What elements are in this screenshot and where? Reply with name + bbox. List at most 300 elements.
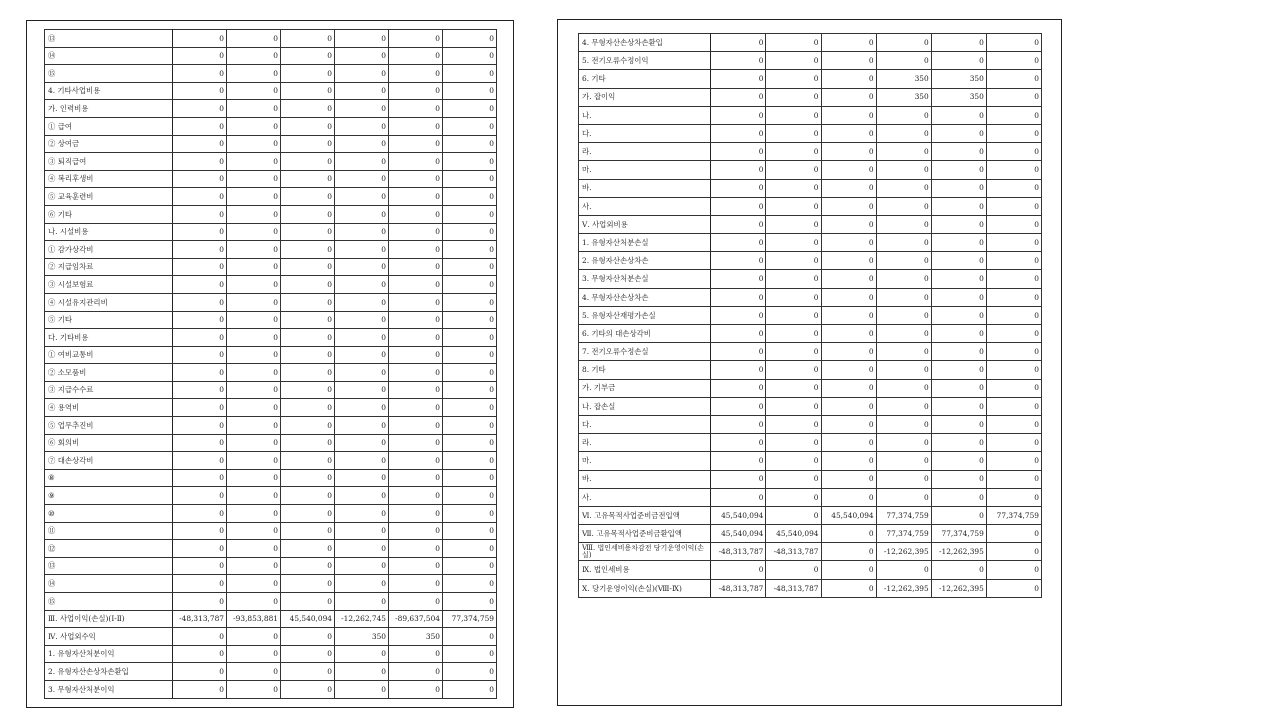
amount-cell: 0 [227, 628, 281, 646]
amount-cell: 350 [335, 628, 389, 646]
amount-cell: 0 [173, 364, 227, 382]
amount-cell: 45,540,094 [711, 525, 766, 543]
amount-cell: 0 [443, 399, 497, 417]
amount-cell: 0 [281, 575, 335, 593]
amount-cell: 77,374,759 [986, 506, 1041, 524]
amount-cell: 0 [711, 488, 766, 506]
amount-cell: 0 [821, 179, 876, 197]
amount-cell: 0 [389, 505, 443, 523]
row-label: 5. 유형자산재평가손실 [579, 306, 711, 324]
amount-cell: 0 [227, 47, 281, 65]
amount-cell: 0 [766, 161, 821, 179]
table-row [45, 170, 497, 188]
amount-cell: 0 [281, 188, 335, 206]
amount-cell: 0 [876, 361, 931, 379]
amount-cell: 0 [227, 293, 281, 311]
amount-cell: 0 [986, 343, 1041, 361]
amount-cell: 0 [931, 252, 986, 270]
table-row [45, 117, 497, 135]
amount-cell: 0 [227, 540, 281, 558]
amount-cell: 0 [443, 65, 497, 83]
amount-cell: 0 [931, 561, 986, 579]
table-row [45, 346, 497, 364]
amount-cell: 0 [766, 306, 821, 324]
row-label: ⑮ [45, 593, 173, 611]
amount-cell: 0 [931, 288, 986, 306]
amount-cell: 0 [443, 469, 497, 487]
row-label: ④ 복리후생비 [45, 170, 173, 188]
amount-cell: 0 [227, 346, 281, 364]
amount-cell: 0 [986, 70, 1041, 88]
amount-cell: 0 [443, 170, 497, 188]
amount-cell: 0 [173, 522, 227, 540]
right-table-body [579, 34, 1042, 598]
table-row [45, 205, 497, 223]
amount-cell: 0 [821, 525, 876, 543]
table-row [579, 470, 1042, 488]
amount-cell: 0 [766, 361, 821, 379]
table-row [45, 65, 497, 83]
amount-cell: 0 [389, 188, 443, 206]
amount-cell: 0 [821, 397, 876, 415]
amount-cell: 0 [931, 179, 986, 197]
amount-cell: -48,313,787 [173, 610, 227, 628]
amount-cell: 45,540,094 [821, 506, 876, 524]
left-financial-table [44, 29, 497, 699]
amount-cell: 0 [173, 593, 227, 611]
amount-cell: 0 [931, 234, 986, 252]
amount-cell: 0 [389, 452, 443, 470]
amount-cell: 0 [227, 575, 281, 593]
amount-cell: 0 [443, 381, 497, 399]
amount-cell: 0 [986, 579, 1041, 597]
table-row [45, 82, 497, 100]
amount-cell: 0 [876, 452, 931, 470]
amount-cell: -93,853,881 [227, 610, 281, 628]
amount-cell: 0 [173, 258, 227, 276]
amount-cell: 0 [227, 469, 281, 487]
amount-cell: 0 [443, 417, 497, 435]
table-row [579, 52, 1042, 70]
amount-cell: 0 [335, 258, 389, 276]
amount-cell: 0 [389, 311, 443, 329]
amount-cell: 77,374,759 [931, 525, 986, 543]
amount-cell: 0 [711, 452, 766, 470]
amount-cell: 0 [389, 47, 443, 65]
amount-cell: 0 [227, 434, 281, 452]
row-label: Ⅹ. 당기운영이익(손실)(Ⅷ-Ⅸ) [579, 579, 711, 597]
amount-cell: 0 [711, 215, 766, 233]
amount-cell: 0 [389, 65, 443, 83]
amount-cell: 0 [227, 65, 281, 83]
table-row [45, 434, 497, 452]
amount-cell: 0 [443, 47, 497, 65]
amount-cell: 0 [443, 241, 497, 259]
amount-cell: 0 [227, 241, 281, 259]
amount-cell: 0 [821, 470, 876, 488]
table-row [579, 88, 1042, 106]
amount-cell: 0 [281, 329, 335, 347]
row-label: ⑧ [45, 469, 173, 487]
amount-cell: 0 [281, 205, 335, 223]
amount-cell: 0 [986, 34, 1041, 52]
amount-cell: -48,313,787 [711, 579, 766, 597]
amount-cell: 0 [227, 258, 281, 276]
amount-cell: 0 [389, 117, 443, 135]
amount-cell: 0 [711, 470, 766, 488]
amount-cell: 0 [931, 197, 986, 215]
amount-cell: 0 [986, 488, 1041, 506]
amount-cell: 0 [821, 343, 876, 361]
row-label: 라. [579, 143, 711, 161]
amount-cell: 0 [335, 540, 389, 558]
amount-cell: 0 [986, 106, 1041, 124]
amount-cell: 0 [821, 161, 876, 179]
amount-cell: 0 [227, 82, 281, 100]
amount-cell: 0 [711, 325, 766, 343]
amount-cell: 0 [876, 34, 931, 52]
amount-cell: 0 [876, 488, 931, 506]
amount-cell: 45,540,094 [281, 610, 335, 628]
amount-cell: 0 [281, 47, 335, 65]
amount-cell: 0 [281, 100, 335, 118]
amount-cell: 0 [876, 470, 931, 488]
amount-cell: 0 [173, 381, 227, 399]
amount-cell: 0 [711, 561, 766, 579]
amount-cell: 350 [931, 70, 986, 88]
amount-cell: 45,540,094 [766, 525, 821, 543]
amount-cell: 0 [335, 381, 389, 399]
amount-cell: 0 [766, 143, 821, 161]
row-label: 가. 인력비용 [45, 100, 173, 118]
row-label: ⑤ 기타 [45, 311, 173, 329]
row-label: 6. 기타의 대손상각비 [579, 325, 711, 343]
table-row [45, 293, 497, 311]
amount-cell: 0 [227, 505, 281, 523]
amount-cell: 0 [173, 346, 227, 364]
amount-cell: 0 [335, 82, 389, 100]
amount-cell: 0 [173, 241, 227, 259]
amount-cell: 0 [227, 452, 281, 470]
amount-cell: 0 [986, 52, 1041, 70]
row-label: 사. [579, 488, 711, 506]
amount-cell: 77,374,759 [443, 610, 497, 628]
amount-cell: 0 [821, 325, 876, 343]
amount-cell: 0 [986, 288, 1041, 306]
amount-cell: 0 [821, 561, 876, 579]
amount-cell: 350 [876, 88, 931, 106]
amount-cell: 0 [711, 397, 766, 415]
amount-cell: 0 [389, 540, 443, 558]
row-label: 나. 시설비용 [45, 223, 173, 241]
amount-cell: 0 [227, 329, 281, 347]
amount-cell: 0 [227, 276, 281, 294]
amount-cell: 0 [821, 379, 876, 397]
amount-cell: -48,313,787 [766, 579, 821, 597]
amount-cell: 0 [173, 311, 227, 329]
amount-cell: 0 [443, 311, 497, 329]
amount-cell: 0 [389, 329, 443, 347]
amount-cell: 0 [281, 628, 335, 646]
left-table-body [45, 30, 497, 699]
row-label: 7. 전기오류수정손실 [579, 343, 711, 361]
amount-cell: 0 [173, 153, 227, 171]
row-label: ② 지급임차료 [45, 258, 173, 276]
amount-cell: 0 [389, 399, 443, 417]
amount-cell: 0 [335, 399, 389, 417]
amount-cell: 0 [711, 306, 766, 324]
amount-cell: 0 [876, 252, 931, 270]
amount-cell: 0 [876, 143, 931, 161]
amount-cell: 0 [986, 143, 1041, 161]
amount-cell: 0 [281, 135, 335, 153]
table-row [45, 153, 497, 171]
amount-cell: 0 [173, 47, 227, 65]
amount-cell: 0 [711, 361, 766, 379]
amount-cell: 0 [876, 561, 931, 579]
table-row [579, 434, 1042, 452]
amount-cell: 0 [931, 52, 986, 70]
amount-cell: 0 [173, 487, 227, 505]
row-label: ⑭ [45, 575, 173, 593]
amount-cell: 0 [335, 417, 389, 435]
row-label: 라. [579, 434, 711, 452]
table-row [579, 488, 1042, 506]
row-label: 4. 무형자산손상차손 [579, 288, 711, 306]
amount-cell: 0 [876, 343, 931, 361]
amount-cell: 0 [173, 417, 227, 435]
amount-cell: 0 [173, 188, 227, 206]
amount-cell: 0 [443, 135, 497, 153]
row-label: ⑮ [45, 65, 173, 83]
table-row [45, 417, 497, 435]
amount-cell: 0 [931, 397, 986, 415]
amount-cell: 0 [821, 124, 876, 142]
row-label: ⑨ [45, 487, 173, 505]
amount-cell: 0 [389, 381, 443, 399]
amount-cell: 0 [986, 88, 1041, 106]
row-label: Ⅶ. 고유목적사업준비금환입액 [579, 525, 711, 543]
row-label: ⑦ 대손상각비 [45, 452, 173, 470]
amount-cell: 0 [227, 135, 281, 153]
amount-cell: 0 [986, 215, 1041, 233]
amount-cell: 0 [227, 100, 281, 118]
amount-cell: -48,313,787 [766, 543, 821, 561]
amount-cell: 0 [281, 593, 335, 611]
table-row [579, 161, 1042, 179]
table-row [45, 593, 497, 611]
row-label: 마. [579, 452, 711, 470]
amount-cell: 0 [389, 153, 443, 171]
amount-cell: 0 [876, 306, 931, 324]
amount-cell: 0 [931, 143, 986, 161]
amount-cell: 0 [227, 311, 281, 329]
amount-cell: 0 [986, 525, 1041, 543]
table-row [579, 143, 1042, 161]
amount-cell: 0 [986, 415, 1041, 433]
amount-cell: 0 [876, 434, 931, 452]
amount-cell: 0 [931, 361, 986, 379]
amount-cell: 0 [766, 488, 821, 506]
row-label: ③ 지급수수료 [45, 381, 173, 399]
amount-cell: 0 [335, 487, 389, 505]
amount-cell: 0 [876, 415, 931, 433]
row-label: ⑭ [45, 47, 173, 65]
amount-cell: 0 [281, 381, 335, 399]
amount-cell: 0 [766, 52, 821, 70]
amount-cell: 0 [281, 505, 335, 523]
amount-cell: 0 [335, 329, 389, 347]
amount-cell: 0 [227, 522, 281, 540]
amount-cell: 0 [389, 364, 443, 382]
amount-cell: 0 [227, 399, 281, 417]
amount-cell: 0 [443, 645, 497, 663]
row-label: 2. 유형자산손상차손 [579, 252, 711, 270]
amount-cell: 0 [281, 417, 335, 435]
amount-cell: 0 [711, 106, 766, 124]
row-label: Ⅴ. 사업외비용 [579, 215, 711, 233]
amount-cell: 0 [711, 415, 766, 433]
amount-cell: 0 [766, 379, 821, 397]
row-label: ⑤ 교육훈련비 [45, 188, 173, 206]
amount-cell: 0 [227, 557, 281, 575]
amount-cell: 0 [821, 415, 876, 433]
amount-cell: 0 [443, 346, 497, 364]
amount-cell: 0 [931, 506, 986, 524]
amount-cell: 0 [711, 143, 766, 161]
table-row [579, 270, 1042, 288]
amount-cell: 0 [986, 397, 1041, 415]
amount-cell: 0 [173, 452, 227, 470]
amount-cell: 0 [389, 417, 443, 435]
row-label: ④ 시설유지관리비 [45, 293, 173, 311]
amount-cell: 0 [335, 522, 389, 540]
amount-cell: 0 [821, 543, 876, 561]
amount-cell: 0 [986, 179, 1041, 197]
amount-cell: 0 [389, 100, 443, 118]
amount-cell: 0 [876, 197, 931, 215]
amount-cell: 0 [443, 117, 497, 135]
amount-cell: 0 [986, 361, 1041, 379]
amount-cell: 0 [389, 557, 443, 575]
amount-cell: 0 [173, 329, 227, 347]
amount-cell: 0 [986, 325, 1041, 343]
amount-cell: 0 [821, 452, 876, 470]
amount-cell: 0 [227, 593, 281, 611]
amount-cell: 0 [227, 645, 281, 663]
amount-cell: 0 [766, 343, 821, 361]
amount-cell: 0 [227, 188, 281, 206]
amount-cell: 0 [986, 543, 1041, 561]
amount-cell: 0 [389, 575, 443, 593]
amount-cell: 0 [443, 680, 497, 698]
amount-cell: 77,374,759 [876, 506, 931, 524]
amount-cell: 0 [766, 434, 821, 452]
amount-cell: 0 [443, 82, 497, 100]
amount-cell: 0 [443, 575, 497, 593]
row-label: 사. [579, 197, 711, 215]
table-row [45, 364, 497, 382]
row-label: Ⅲ. 사업이익(손실)(Ⅰ-Ⅱ) [45, 610, 173, 628]
amount-cell: 0 [173, 30, 227, 48]
amount-cell: 0 [766, 88, 821, 106]
amount-cell: 0 [281, 680, 335, 698]
amount-cell: 0 [876, 124, 931, 142]
table-row [579, 179, 1042, 197]
amount-cell: 0 [443, 100, 497, 118]
amount-cell: 0 [443, 276, 497, 294]
amount-cell: 0 [986, 379, 1041, 397]
table-row [579, 579, 1042, 597]
amount-cell: 0 [281, 540, 335, 558]
amount-cell: 0 [876, 325, 931, 343]
amount-cell: 0 [876, 215, 931, 233]
amount-cell: 0 [281, 241, 335, 259]
amount-cell: 0 [281, 170, 335, 188]
amount-cell: 0 [173, 505, 227, 523]
amount-cell: 0 [443, 188, 497, 206]
amount-cell: 0 [227, 680, 281, 698]
amount-cell: -12,262,395 [931, 579, 986, 597]
table-row [579, 325, 1042, 343]
amount-cell: 0 [931, 470, 986, 488]
row-label: 6. 기타 [579, 70, 711, 88]
amount-cell: 0 [335, 505, 389, 523]
amount-cell: 0 [931, 306, 986, 324]
row-label: 1. 유형자산처분이익 [45, 645, 173, 663]
amount-cell: 0 [931, 452, 986, 470]
amount-cell: 0 [876, 379, 931, 397]
amount-cell: 0 [821, 361, 876, 379]
left-page [26, 20, 514, 708]
amount-cell: 0 [281, 276, 335, 294]
table-row [45, 399, 497, 417]
table-row [45, 628, 497, 646]
amount-cell: 0 [389, 258, 443, 276]
amount-cell: 0 [389, 522, 443, 540]
amount-cell: 350 [389, 628, 443, 646]
amount-cell: 0 [986, 234, 1041, 252]
amount-cell: 0 [227, 205, 281, 223]
row-label: 다. [579, 415, 711, 433]
table-row [579, 415, 1042, 433]
amount-cell: 0 [766, 34, 821, 52]
amount-cell: 0 [711, 252, 766, 270]
amount-cell: 350 [931, 88, 986, 106]
amount-cell: 0 [389, 223, 443, 241]
amount-cell: 0 [711, 34, 766, 52]
amount-cell: 0 [173, 434, 227, 452]
amount-cell: 0 [986, 561, 1041, 579]
row-label: 3. 무형자산처분손실 [579, 270, 711, 288]
amount-cell: 0 [931, 379, 986, 397]
amount-cell: 0 [821, 288, 876, 306]
amount-cell: 0 [711, 234, 766, 252]
amount-cell: 0 [389, 434, 443, 452]
table-row [45, 188, 497, 206]
row-label: 다. 기타비용 [45, 329, 173, 347]
amount-cell: 0 [986, 470, 1041, 488]
amount-cell: 0 [931, 34, 986, 52]
amount-cell: 0 [227, 417, 281, 435]
amount-cell: 0 [443, 293, 497, 311]
row-label: Ⅷ. 법인세비용차감전 당기운영이익(손실) [579, 543, 711, 561]
table-row [45, 680, 497, 698]
amount-cell: 0 [281, 65, 335, 83]
right-page [557, 19, 1062, 706]
amount-cell: 0 [335, 593, 389, 611]
amount-cell: 0 [986, 452, 1041, 470]
